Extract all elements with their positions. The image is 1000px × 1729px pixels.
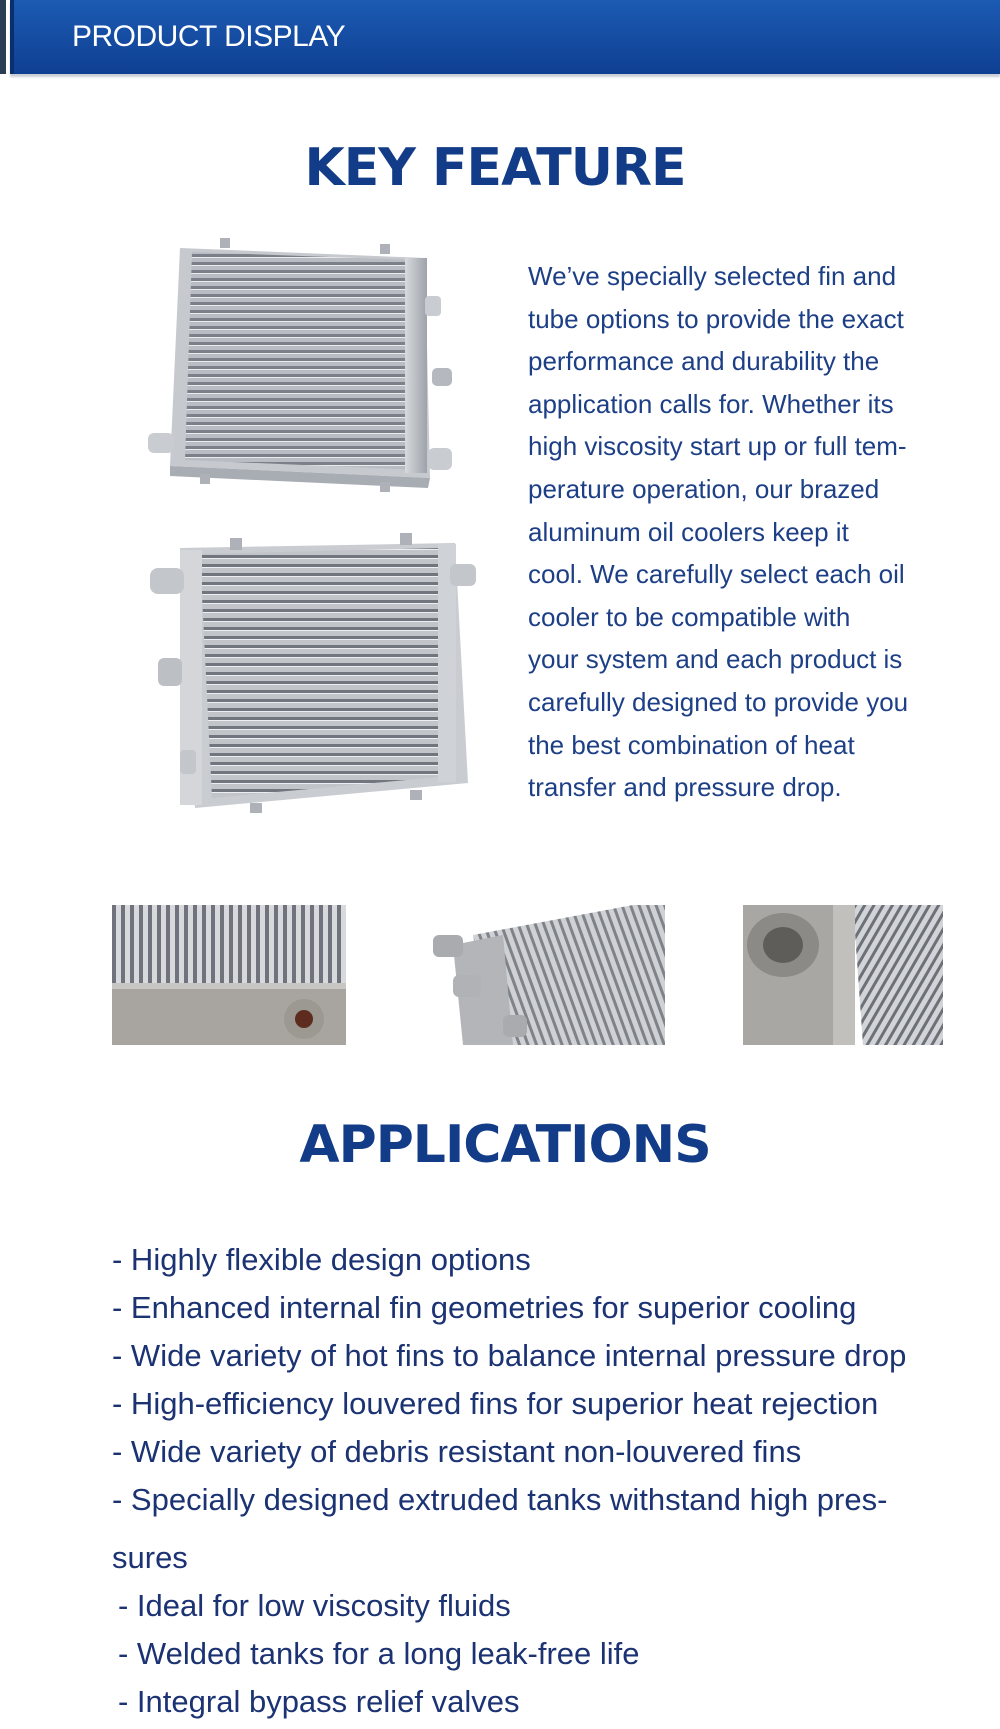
key-feature-text [528,255,948,809]
key-feature-line: tube options to provide the exact [528,303,904,334]
list-item: - Specially designed extruded tanks withstand high pres- [112,1482,888,1517]
list-item: - Wide variety of debris resistant non-louvered fins [112,1434,802,1469]
applications-list [112,1236,972,1726]
list-item: sures [112,1540,188,1575]
key-feature-line: application calls for. Whether its [528,388,894,419]
banner-title: PRODUCT DISPLAY [72,20,346,53]
list-item: - Enhanced internal fin geometries for superior cooling [112,1290,857,1325]
oil-cooler-photo-2 [150,528,485,813]
detail-photo-fins-inlet [112,905,346,1045]
key-feature-line: perature operation, our brazed [528,473,880,504]
applications-heading: APPLICATIONS [299,1115,711,1175]
list-item: - Ideal for low viscosity fluids [118,1588,511,1623]
key-feature-line: cool. We carefully select each oil [528,559,905,590]
key-feature-line: cooler to be compatible with [528,601,851,632]
key-feature-line: high viscosity start up or full tem- [528,431,907,462]
list-item: - Highly flexible design options [112,1242,531,1277]
list-item: - Welded tanks for a long leak-free life [118,1636,640,1671]
list-item: - Wide variety of hot fins to balance internal pressure drop [112,1338,907,1373]
oil-cooler-photo-1 [140,238,460,498]
key-feature-line: transfer and pressure drop. [528,772,842,803]
key-feature-line: aluminum oil coolers keep it [528,516,849,547]
key-feature-line: carefully designed to provide you [528,686,909,717]
key-feature-heading: KEY FEATURE [304,138,686,198]
key-feature-line: the best combination of heat [528,729,855,760]
product-display-banner [10,0,1000,74]
list-item: - High-efficiency louvered fins for superior heat rejection [112,1386,879,1421]
detail-photo-tank-ports [433,905,665,1045]
banner-accent-bar [0,0,6,74]
key-feature-line: your system and each product is [528,644,903,675]
detail-photo-welded-port [743,905,943,1045]
key-feature-line: We’ve specially selected fin and [528,261,897,291]
key-feature-line: performance and durability the [528,346,880,377]
list-item: - Integral bypass relief valves [118,1684,520,1719]
